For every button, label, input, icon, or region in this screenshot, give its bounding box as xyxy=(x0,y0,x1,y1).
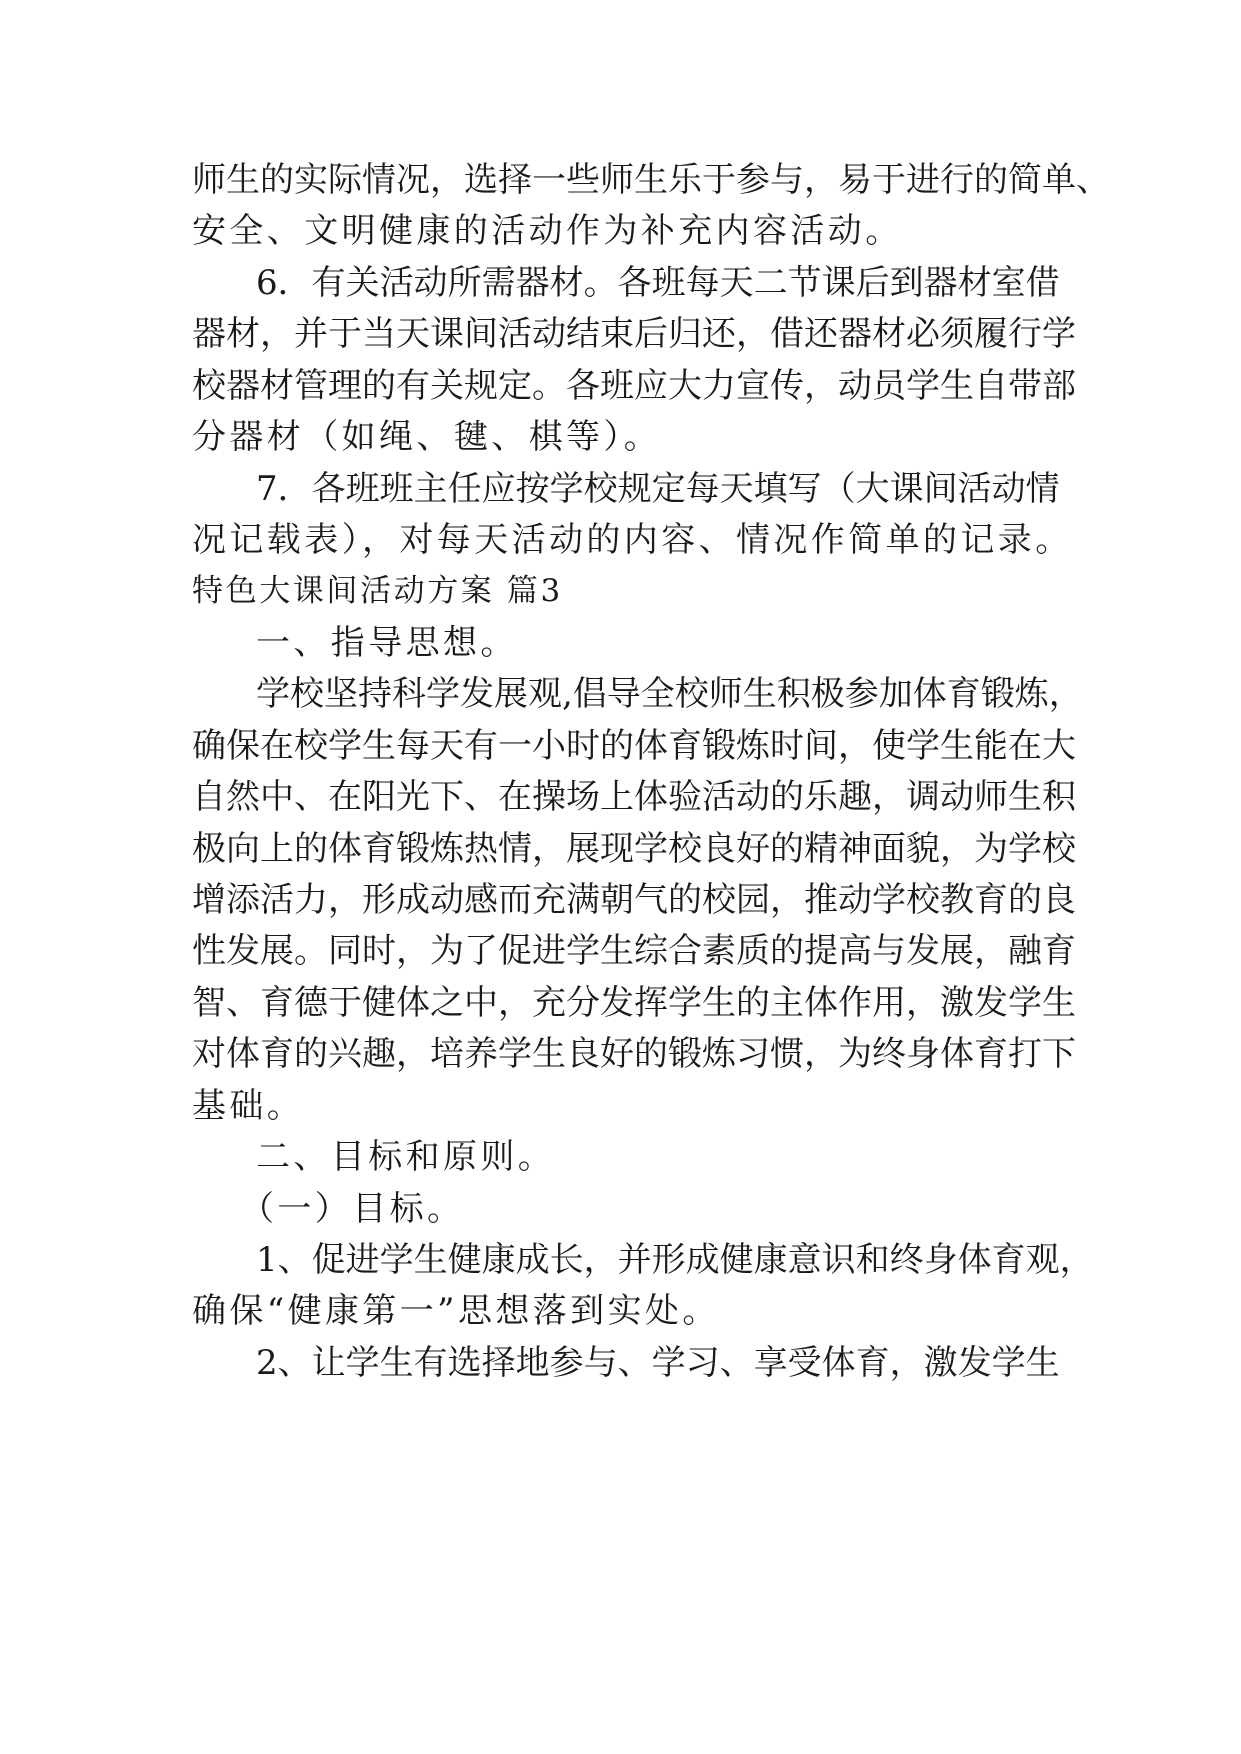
subheading: （一）目标。 xyxy=(240,1189,465,1229)
paragraph-line: 1、促进学生健康成长，并形成健康意识和终身体育观， xyxy=(256,1240,1094,1280)
subheading: 一、指导思想。 xyxy=(256,623,518,663)
paragraph-line: 安全、文明健康的活动作为补充内容活动。 xyxy=(192,211,903,251)
paragraph-line: 极向上的体育锻炼热情，展现学校良好的精神面貌，为学校 xyxy=(192,829,1076,869)
paragraph-line: 校器材管理的有关规定。各班应大力宣传，动员学生自带部 xyxy=(192,366,1076,406)
paragraph-line: 况记载表），对每天活动的内容、情况作简单的记录。 xyxy=(192,520,1073,560)
paragraph-line: 性发展。同时，为了促进学生综合素质的提高与发展，融育 xyxy=(192,931,1076,971)
paragraph-line: 器材，并于当天课间活动结束后归还，借还器材必须履行学 xyxy=(192,314,1076,354)
paragraph-line: 6．有关活动所需器材。各班每天二节课后到器材室借 xyxy=(256,263,1060,303)
paragraph-line: 智、育德于健体之中，充分发挥学生的主体作用，激发学生 xyxy=(192,983,1076,1023)
section-heading: 特色大课间活动方案 篇3 xyxy=(192,573,563,609)
paragraph-line: 分器材（如绳、毽、棋等）。 xyxy=(192,417,662,457)
paragraph-line: 基础。 xyxy=(192,1086,305,1126)
paragraph-line: 确保“健康第一”思想落到实处。 xyxy=(192,1291,720,1331)
subheading: 二、目标和原则。 xyxy=(256,1137,556,1177)
paragraph-line: 自然中、在阳光下、在操场上体验活动的乐趣，调动师生积 xyxy=(192,777,1076,817)
paragraph-line: 确保在校学生每天有一小时的体育锻炼时间，使学生能在大 xyxy=(192,726,1076,766)
paragraph-line: 增添活力，形成动感而充满朝气的校园，推动学校教育的良 xyxy=(192,880,1076,920)
paragraph-line: 对体育的兴趣，培养学生良好的锻炼习惯，为终身体育打下 xyxy=(192,1034,1076,1074)
paragraph-line: 师生的实际情况，选择一些师生乐于参与，易于进行的简单、 xyxy=(192,160,1110,200)
paragraph-line: 7．各班班主任应按学校规定每天填写（大课间活动情 xyxy=(256,469,1060,509)
paragraph-line: 2、让学生有选择地参与、学习、享受体育，激发学生 xyxy=(256,1343,1060,1383)
paragraph-line: 学校坚持科学发展观,倡导全校师生积极参加体育锻炼， xyxy=(256,674,1083,714)
